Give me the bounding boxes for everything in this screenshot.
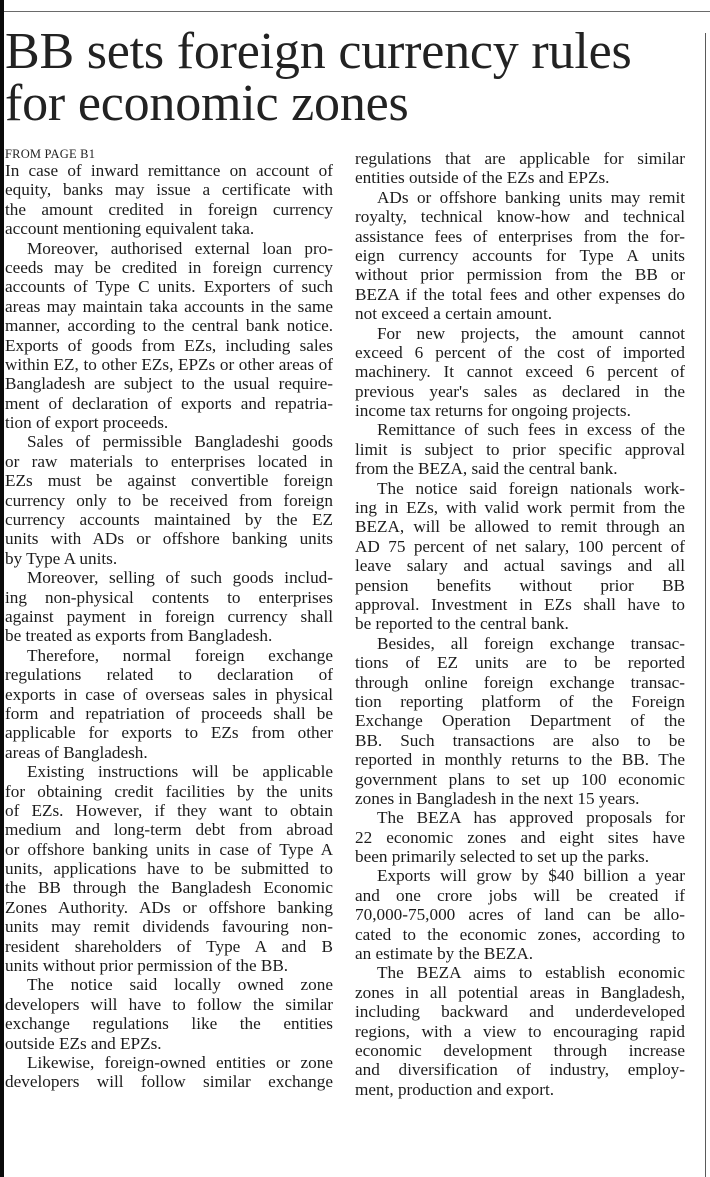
text-line: or offshore banking units in case of Type A (5, 839, 333, 859)
paragraph (355, 149, 685, 188)
text-line: of EZs. However, if they want to obtain (5, 800, 333, 820)
text-line: ADs or offshore banking units may remit (377, 187, 685, 207)
text-line: the BB through the Bangladesh Economic (5, 878, 333, 898)
text-line: reported in monthly returns to the BB. The (355, 750, 685, 770)
text-line: ceeds may be credited in foreign currency (5, 257, 333, 277)
text-line: ment, production and export. (355, 1079, 555, 1099)
text-line: within EZ, to other EZs, EPZs or other areas of (5, 354, 333, 374)
paragraph (5, 568, 333, 646)
text-line: regulations related to declaration of (5, 665, 333, 685)
text-line: currency only to be received from foreign (5, 490, 333, 510)
text-line: Remittance of such fees in excess of the (377, 420, 685, 440)
text-line: been primarily selected to set up the parks. (355, 847, 650, 867)
text-line: Zones Authority. ADs or offshore banking (5, 897, 333, 917)
text-line: 22 economic zones and eight sites have (355, 827, 685, 847)
text-line: exceed 6 percent of the cost of imported (355, 342, 685, 362)
text-line: Therefore, normal foreign exchange (27, 645, 333, 665)
text-line: previous year's sales as declared in the (355, 381, 685, 401)
text-line: account mentioning equivalent taka. (5, 219, 255, 239)
paragraph (355, 479, 685, 634)
text-line: BEZA if the total fees and other expenses do (355, 284, 685, 304)
paragraph (355, 324, 685, 421)
text-line: by Type A units. (5, 548, 118, 568)
text-line: units may remit dividends favouring non- (5, 917, 333, 937)
headline-line: BB sets foreign currency rules (5, 23, 632, 80)
paragraph (5, 762, 333, 975)
text-line: Sales of permissible Bangladeshi goods (27, 432, 333, 452)
text-line: and one crore jobs will be created if (355, 885, 685, 905)
paragraph (5, 432, 333, 568)
text-line: limit is subject to prior specific approval (355, 439, 685, 459)
text-line: economic development through increase (355, 1040, 685, 1060)
text-line: government plans to set up 100 economic (355, 769, 685, 789)
top-rule (4, 11, 710, 12)
text-line: regions, with a view to encouraging rapid (355, 1021, 685, 1041)
text-line: Likewise, foreign-owned entities or zone (27, 1052, 333, 1072)
text-line: medium and long-term debt from abroad (5, 820, 333, 840)
text-line: leave salary and actual savings and all (355, 556, 685, 576)
paragraph (355, 420, 685, 478)
text-line: BB. Such transactions are also to be (355, 730, 685, 750)
text-line: currency accounts maintained by the EZ (5, 510, 333, 530)
paragraph (5, 161, 333, 239)
text-line: areas of Bangladesh. (5, 742, 148, 762)
text-line: income tax returns for ongoing projects. (355, 401, 631, 421)
text-line: be reported to the central bank. (355, 614, 569, 634)
text-line: Exports will grow by $40 billion a year (377, 866, 685, 886)
headline-line: for economic zones (5, 75, 409, 132)
text-line: The BEZA has approved proposals for (377, 808, 685, 828)
text-line: resident shareholders of Type A and B (5, 936, 333, 956)
text-line: against payment in foreign currency shall (5, 606, 333, 626)
text-line: approval. Investment in EZs shall have to (355, 594, 685, 614)
text-line: equity, banks may issue a certificate with (5, 180, 333, 200)
text-line: The notice said locally owned zone (27, 975, 333, 995)
text-line: exchange regulations like the entities (5, 1014, 333, 1034)
text-line: for obtaining credit facilities by the units (5, 781, 333, 801)
paragraph (5, 646, 333, 762)
text-line: The notice said foreign nationals work- (377, 478, 685, 498)
text-line: developers will follow similar exchange (5, 1072, 333, 1092)
text-line: regulations that are applicable for similar (355, 149, 685, 168)
article-column-right (355, 149, 685, 1099)
paragraph (5, 239, 333, 433)
text-line: exports in case of overseas sales in physical (5, 684, 333, 704)
text-line: zones in Bangladesh in the next 15 years. (355, 788, 640, 808)
column-body (5, 161, 333, 1092)
text-line: Moreover, authorised external loan pro- (27, 238, 333, 258)
text-line: outside EZs and EPZs. (5, 1033, 162, 1053)
text-line: accounts of Type C units. Exporters of such (5, 277, 333, 297)
text-line: BEZA, will be allowed to remit through an (355, 517, 685, 537)
text-line: ing non-physical contents to enterprises (5, 587, 333, 607)
text-line: royalty, technical know-how and technical (355, 207, 685, 227)
page-edge-bar (0, 0, 4, 1177)
text-line: 70,000-75,000 acres of land can be allo- (355, 905, 685, 925)
paragraph (355, 808, 685, 866)
text-line: ing in EZs, with valid work permit from the (355, 498, 685, 518)
text-line: Moreover, selling of such goods includ- (27, 568, 333, 588)
text-line: cated to the economic zones, according to (355, 924, 685, 944)
text-line: an estimate by the BEZA. (355, 944, 534, 964)
text-line: Existing instructions will be applicable (27, 762, 333, 782)
text-line: applicable for exports to EZs from other (5, 723, 333, 743)
text-line: AD 75 percent of net salary, 100 percent of (355, 536, 685, 556)
paragraph (355, 963, 685, 1099)
article-column-left (5, 148, 333, 1092)
text-line: units with ADs or offshore banking units (5, 529, 333, 549)
column-body (355, 149, 685, 1099)
text-line: eign currency accounts for Type A units (355, 245, 685, 265)
paragraph (355, 188, 685, 324)
text-line: without prior permission from the BB or (355, 265, 685, 285)
text-line: through online foreign exchange transac- (355, 672, 685, 692)
paragraph (5, 975, 333, 1053)
text-line: In case of inward remittance on account of (5, 161, 333, 180)
text-line: Exchange Operation Department of the (355, 711, 685, 731)
text-line: Bangladesh are subject to the usual require- (5, 374, 333, 394)
paragraph (5, 1053, 333, 1092)
headline (5, 23, 705, 132)
text-line: be treated as exports from Bangladesh. (5, 626, 273, 646)
text-line: tions of EZ units are to be reported (355, 653, 685, 673)
text-line: or raw materials to enterprises located in (5, 451, 333, 471)
text-line: units, applications have to be submitted to (5, 859, 333, 879)
text-line: form and repatriation of proceeds shall be (5, 703, 333, 723)
text-line: machinery. It cannot exceed 6 percent of (355, 362, 685, 382)
text-line: not exceed a certain amount. (355, 304, 553, 324)
text-line: The BEZA aims to establish economic (377, 963, 685, 983)
text-line: units without prior permission of the BB. (5, 956, 289, 976)
text-line: tion of export proceeds. (5, 413, 169, 433)
paragraph (355, 866, 685, 963)
text-line: EZs must be against convertible foreign (5, 471, 333, 491)
text-line: areas may maintain taka accounts in the same (5, 296, 333, 316)
text-line: manner, according to the central bank notice. (5, 316, 333, 336)
text-line: including backward and underdeveloped (355, 1002, 685, 1022)
text-line: entities outside of the EZs and EPZs. (355, 168, 610, 188)
text-line: and diversification of industry, employ- (355, 1060, 685, 1080)
text-line: zones in all potential areas in Bangladesh, (355, 982, 685, 1002)
text-line: pension benefits without prior BB (355, 575, 685, 595)
text-line: Besides, all foreign exchange transac- (377, 633, 685, 653)
kicker: FROM PAGE B1 (5, 147, 96, 161)
column-rule (705, 33, 706, 1177)
text-line: the amount credited in foreign currency (5, 199, 333, 219)
text-line: Exports of goods from EZs, including sales (5, 335, 333, 355)
text-line: For new projects, the amount cannot (377, 323, 685, 343)
text-line: tion reporting platform of the Foreign (355, 691, 685, 711)
text-line: assistance fees of enterprises from the for- (355, 226, 685, 246)
text-line: from the BEZA, said the central bank. (355, 459, 618, 479)
text-line: developers will have to follow the similar (5, 994, 333, 1014)
paragraph (355, 634, 685, 809)
text-line: ment of declaration of exports and repatria- (5, 393, 333, 413)
